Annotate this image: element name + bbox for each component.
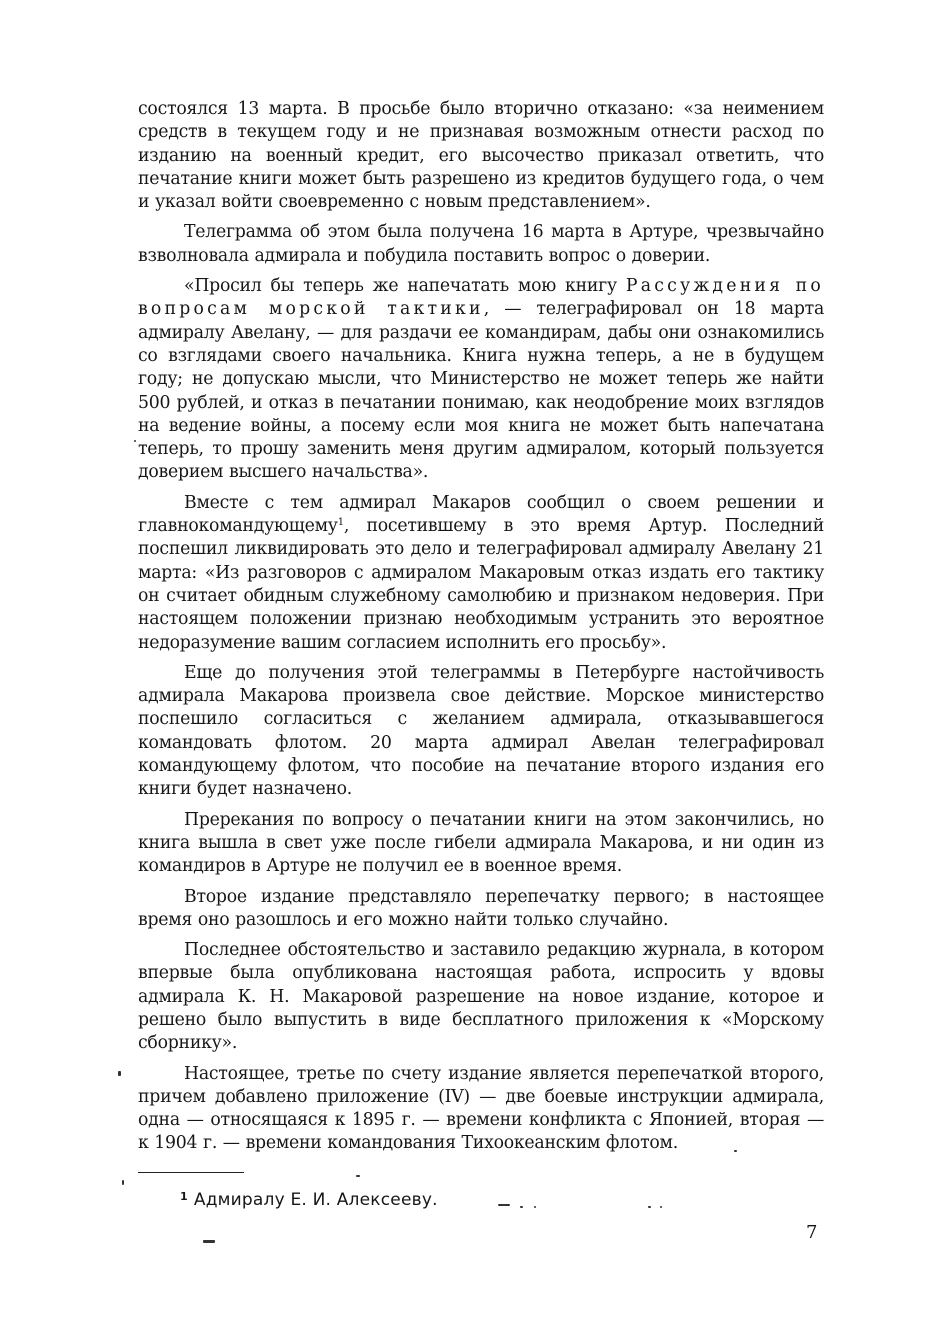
footnote-divider	[138, 1172, 244, 1173]
paragraph-2	[138, 221, 824, 268]
paragraph-7	[138, 886, 824, 933]
paragraph-9	[138, 1063, 824, 1156]
paragraph-2-text: Телеграмма об этом была получена 16 марта в Артуре, чрезвычайно взволновала адмирала и побудила поставить вопрос о доверии.	[138, 222, 824, 266]
scan-speck	[734, 1150, 737, 1152]
paragraph-9-text: Настоящее, третье по счету издание является перепечаткой второго, причем добавлено приложение (IV) — две боевые инструкции адмирала, одна — относящаяся к 1895 г. — времени конфликта с Японией, вторая — к 1904 г. — времени командования Тихоокеанским флотом.	[138, 1063, 824, 1154]
scan-speck	[134, 440, 136, 442]
paragraph-1	[138, 98, 824, 214]
paragraph-5	[138, 662, 824, 802]
footnote-reference: 1	[337, 517, 344, 529]
paragraph-5-text: Еще до получения этой телеграммы в Петербурге настойчивость адмирала Макарова произвела свое действие. Морское министерство поспешило согласиться с желанием адмирала, отказывавшегося командовать флотом. 20 марта адмирал Авелан телеграфировал командующему флотом, что пособие на печатание второго издания его книги будет назначено.	[138, 662, 824, 800]
paragraph-3-text-after: , — телеграфировал он 18 марта адмиралу Авелану, — для раздачи ее командирам, дабы они ознакомились со взглядами своего начальника. Книга нужна теперь, а не в будущем году; не допускаю мысли, что Министерство не может теперь же найти 500 рублей, и отказ в печатании понимаю, как неодобрение моих взглядов на ведение войны, а посему если моя книга не может быть напечатана теперь, то прошу заменить меня другим адмиралом, который пользуется доверием высшего начальства».	[138, 299, 824, 483]
paragraph-6	[138, 809, 824, 879]
scan-speck	[356, 1175, 360, 1177]
paragraph-8	[138, 939, 824, 1055]
paragraph-7-text: Второе издание представляло перепечатку первого; в настоящее время оно разошлось и его можно найти только случайно.	[138, 886, 824, 930]
main-text	[138, 98, 824, 1163]
footnote	[180, 1186, 438, 1211]
paragraph-6-text: Пререкания по вопросу о печатании книги на этом закончились, но книга вышла в свет уже после гибели адмирала Макарова, и ни один из командиров в Артуре не получил ее в военное время.	[138, 809, 824, 877]
paragraph-4-text-after: , посетившему в это время Артур. Последний поспешил ликвидировать это дело и телеграфировал адмиралу Авелану 21 марта: «Из разговоров с адмиралом Макаровым отказ издать его тактику он считает обидным служебному самолюбию и признаком недоверия. При настоящем положении признаю необходимым устранить это вероятное недоразумение вашим согласием исполнить его просьбу».	[138, 516, 824, 653]
book-title-spaced: Рассуждения по вопросам морской тактики	[138, 276, 825, 320]
paragraph-8-text: Последнее обстоятельство и заставило редакцию журнала, в котором впервые была опубликована настоящая работа, испросить у вдовы адмирала К. Н. Макаровой разрешение на новое издание, которое и решено было выпустить в виде бесплатного приложения к «Морскому сборнику».	[138, 940, 824, 1054]
scan-speck	[648, 1206, 651, 1208]
paragraph-3	[138, 275, 824, 485]
paragraph-1-text: состоялся 13 марта. В просьбе было вторично отказано: «за неимением средств в текущем году и не признавая возможным отнести расход по изданию на военный кредит, его высочество приказал ответить, что печатание книги может быть разрешено из кредитов будущего года, о чем и указал войти своевременно с новым представлением».	[138, 99, 824, 213]
footnote-mark: 1	[180, 1190, 188, 1203]
scan-speck	[118, 1071, 121, 1076]
scan-speck	[203, 1240, 215, 1243]
paragraph-3-text-before: «Просил бы теперь же напечатать мою книгу	[184, 276, 626, 297]
scan-speck	[534, 1206, 536, 1208]
paragraph-4	[138, 492, 824, 655]
page-number: 7	[806, 1222, 818, 1243]
scan-speck	[122, 1180, 124, 1185]
scan-speck	[498, 1204, 510, 1206]
paragraph-4-text-before: Вместе с тем адмирал Макаров сообщил о своем решении и главнокомандующему	[138, 492, 824, 537]
footnote-text: Адмиралу Е. И. Алексееву.	[193, 1190, 438, 1210]
scan-speck	[660, 1206, 662, 1208]
scan-speck	[520, 1206, 523, 1208]
